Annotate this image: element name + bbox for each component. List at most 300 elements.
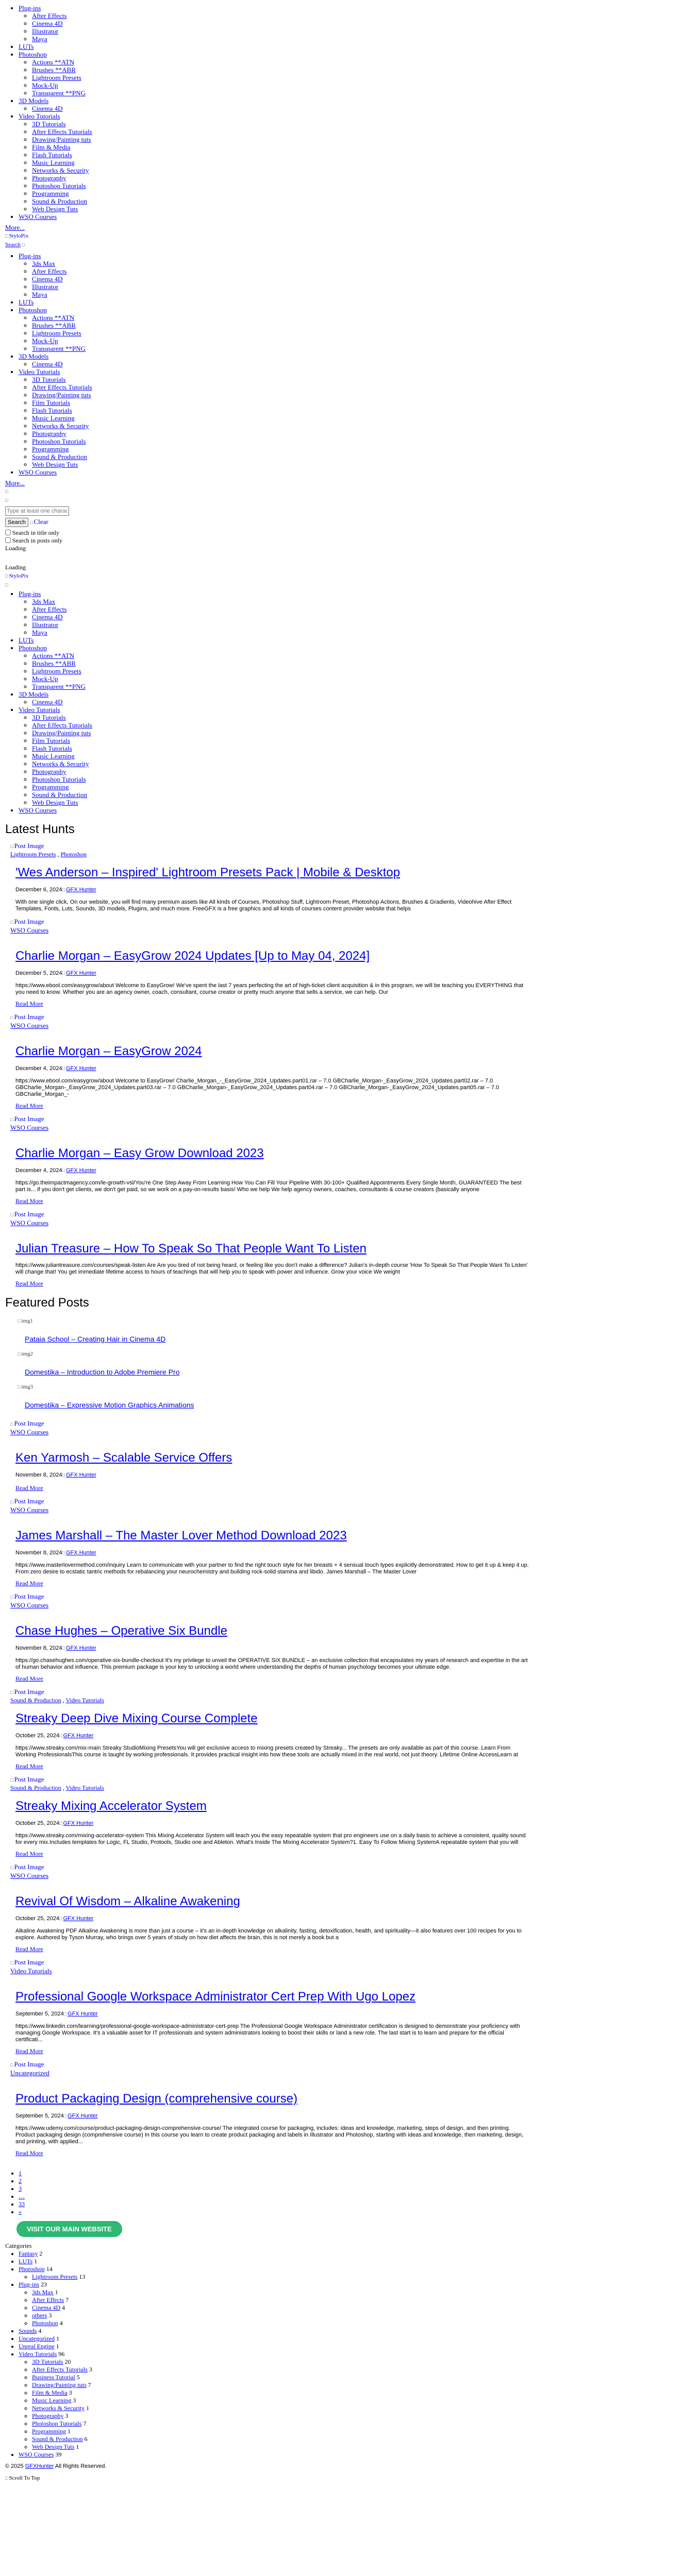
post-title-link[interactable]: Chase Hughes – Operative Six Bundle bbox=[15, 1624, 227, 1638]
submenu-link-brushes-abr[interactable]: Brushes **ABR bbox=[32, 659, 76, 667]
post-meta bbox=[15, 1732, 686, 1740]
subcategory-link[interactable]: After Effects Tutorials bbox=[32, 2366, 88, 2373]
menu-link-photoshop[interactable]: Photoshop bbox=[19, 306, 47, 314]
post-date: December 4, 2024 bbox=[15, 1167, 62, 1174]
post-image[interactable]: □ Post Image bbox=[10, 842, 44, 851]
submenu-item-drawing-painting-tuts bbox=[32, 729, 691, 737]
submenu-link-mock-up[interactable]: Mock-Up bbox=[32, 81, 58, 89]
submenu-link-after-effects[interactable]: After Effects bbox=[32, 267, 67, 275]
submenu-link-programming[interactable]: Programming bbox=[32, 445, 69, 453]
submenu-link-lightroom-presets[interactable]: Lightroom Presets bbox=[32, 329, 81, 337]
submenu-link-after-effects-tutorials[interactable]: After Effects Tutorials bbox=[32, 721, 92, 729]
subcategory-link[interactable]: Photoshop bbox=[32, 2319, 58, 2327]
submenu-link-photography[interactable]: Photography bbox=[32, 430, 67, 437]
post-card bbox=[10, 1958, 686, 2055]
post-image[interactable]: □ Post Image bbox=[10, 1592, 44, 1601]
subcategory-count: 3 bbox=[65, 2412, 69, 2419]
menu-link-photoshop[interactable]: Photoshop bbox=[19, 50, 47, 58]
post-image[interactable]: □ Post Image bbox=[10, 1210, 44, 1219]
category-link[interactable]: Plug-ins bbox=[19, 2281, 40, 2288]
submenu-link-mock-up[interactable]: Mock-Up bbox=[32, 675, 58, 683]
post-author-link[interactable]: GFX Hunter bbox=[65, 1645, 96, 1651]
subcategory-count: 5 bbox=[76, 2374, 80, 2381]
read-more-link[interactable]: Read More bbox=[15, 2149, 43, 2157]
submenu-link-networks-security[interactable]: Networks & Security bbox=[32, 422, 89, 430]
logo-image-2[interactable]: □ StyloPix bbox=[5, 572, 28, 580]
subcategory-link[interactable]: Sound & Production bbox=[32, 2435, 83, 2443]
submenu-link-sound-production[interactable]: Sound & Production bbox=[32, 197, 87, 205]
post-category-link[interactable]: WSO Courses bbox=[10, 926, 49, 934]
featured-title-link[interactable]: Pataia School – Creating Hair in Cinema 4D bbox=[25, 1335, 166, 1343]
submenu-link-web-design-tuts[interactable]: Web Design Tuts bbox=[32, 799, 78, 806]
menu-link-3d-models[interactable]: 3D Models bbox=[19, 352, 49, 360]
submenu-link-cinema-4d[interactable]: Cinema 4D bbox=[32, 105, 63, 112]
featured-image[interactable]: □ img2 bbox=[18, 1350, 691, 1358]
category-count: 1 bbox=[34, 2258, 38, 2265]
visit-main-website-button[interactable]: VISIT OUR MAIN WEBSITE bbox=[16, 2221, 122, 2237]
subcategory-item bbox=[32, 2366, 691, 2374]
submenu-link-flash-tutorials[interactable]: Flash Tutorials bbox=[32, 744, 72, 752]
submenu-link-3ds-max[interactable]: 3ds Max bbox=[32, 598, 56, 605]
submenu-item-networks-security bbox=[32, 422, 691, 430]
post-title bbox=[15, 1529, 686, 1543]
category-link[interactable]: Video Tutorials bbox=[65, 1697, 104, 1704]
menu-link-luts[interactable]: LUTs bbox=[19, 636, 34, 644]
subcategory-link[interactable]: Networks & Security bbox=[32, 2404, 85, 2412]
submenu-link-actions-atn[interactable]: Actions **ATN bbox=[32, 58, 74, 66]
post-category-link[interactable]: WSO Courses bbox=[10, 1601, 49, 1609]
submenu-link-lightroom-presets[interactable]: Lightroom Presets bbox=[32, 74, 81, 81]
submenu-item-programming bbox=[32, 190, 691, 197]
post-date: October 25, 2024 bbox=[15, 1733, 60, 1739]
submenu bbox=[19, 698, 691, 706]
latest-hunts-heading: Latest Hunts bbox=[5, 822, 75, 836]
menu-link-3d-models[interactable]: 3D Models bbox=[19, 97, 49, 105]
submenu-link-transparent-png[interactable]: Transparent **PNG bbox=[32, 683, 86, 690]
post-category-link[interactable]: Video Tutorials bbox=[10, 1967, 52, 1975]
page-link[interactable]: 3 bbox=[19, 2185, 22, 2192]
read-more-link[interactable]: Read More bbox=[15, 1580, 43, 1587]
post-title-link[interactable]: Charlie Morgan – Easy Grow Download 2023 bbox=[15, 1146, 264, 1160]
post-title bbox=[15, 1044, 686, 1059]
submenu-link-maya[interactable]: Maya bbox=[32, 629, 47, 636]
page-link[interactable]: 2 bbox=[19, 2177, 22, 2184]
featured-post bbox=[10, 1383, 691, 1409]
submenu-item-maya bbox=[32, 291, 691, 298]
category-link[interactable]: Video Tutorials bbox=[19, 2350, 57, 2358]
subcategory-item bbox=[32, 2420, 691, 2428]
submenu-link-sound-production[interactable]: Sound & Production bbox=[32, 453, 87, 461]
menu-link-plug-ins[interactable]: Plug-ins bbox=[19, 4, 41, 12]
menu-link-photoshop[interactable]: Photoshop bbox=[19, 644, 47, 652]
submenu-link-programming[interactable]: Programming bbox=[32, 783, 69, 791]
post-image[interactable]: □ Post Image bbox=[10, 1419, 44, 1428]
menu-item-wso-courses bbox=[19, 806, 691, 814]
submenu-link-drawing-painting-tuts[interactable]: Drawing/Painting tuts bbox=[32, 391, 91, 399]
submenu bbox=[19, 105, 691, 112]
scroll-to-top[interactable]: □Scroll To Top bbox=[5, 2475, 691, 2482]
post-excerpt: With one single click, On our website, you will find many premium assets like All kinds of Courses, Photoshop Stuff, Lightroom Preset, Photoshop Actions, Brushes & Gradients, Videohive After Effect Templates, Fonts, Luts, Sounds, 3D models, Plugins, and much more. FreeGFX is a free graphics and all kinds of courses content provider website that helps bbox=[15, 899, 512, 912]
submenu-link-networks-security[interactable]: Networks & Security bbox=[32, 760, 89, 768]
submenu-link-drawing-painting-tuts[interactable]: Drawing/Painting tuts bbox=[32, 729, 91, 737]
post-title-link[interactable]: Product Packaging Design (comprehensive course) bbox=[15, 2092, 297, 2106]
post-title-link[interactable]: 'Wes Anderson – Inspired' Lightroom Presets Pack | Mobile & Desktop bbox=[15, 866, 400, 879]
submenu-item-illustrator bbox=[32, 27, 691, 35]
menu-link-luts[interactable]: LUTs bbox=[19, 43, 34, 50]
post-title bbox=[15, 1624, 686, 1638]
more-link[interactable]: More... bbox=[5, 224, 25, 231]
page-link[interactable]: » bbox=[19, 2208, 22, 2215]
mobile-menu bbox=[5, 590, 691, 814]
menu-link-wso-courses[interactable]: WSO Courses bbox=[19, 806, 57, 814]
post-category-link[interactable]: WSO Courses bbox=[10, 1022, 49, 1029]
submenu-link-actions-atn[interactable]: Actions **ATN bbox=[32, 652, 74, 659]
submenu-link-after-effects-tutorials[interactable]: After Effects Tutorials bbox=[32, 128, 92, 135]
menu-item-video-tutorials bbox=[19, 368, 691, 468]
submenu-item-illustrator bbox=[32, 283, 691, 291]
more-link-2[interactable]: More... bbox=[5, 479, 25, 487]
submenu-link-illustrator[interactable]: Illustrator bbox=[32, 283, 59, 291]
submenu-link-3d-tutorials[interactable]: 3D Tutorials bbox=[32, 376, 66, 383]
post-excerpt: https://www.streaky.com/mixing-accelerator-system This Mixing Accelerator System will teach you the easy repeatable system that pro engineers use on a daily basis to achieve a consistent, quality sound for every mix.Includes templates for Logic, FL Studio, Protools, Studio one and Ableton. What's Inside The Mixing Accelerator System?1. Easy To Follow Mixing SystemA repeatable system that you will bbox=[15, 1833, 526, 1845]
subcategory-link[interactable]: Business Tutorial bbox=[32, 2374, 75, 2381]
menu-item-3d-models bbox=[19, 690, 691, 706]
post-date: October 25, 2024 bbox=[15, 1916, 60, 1922]
submenu-item-transparent-png bbox=[32, 683, 691, 690]
submenu-link-networks-security[interactable]: Networks & Security bbox=[32, 166, 89, 174]
post-category-link[interactable]: WSO Courses bbox=[10, 1872, 49, 1879]
category-link[interactable]: Video Tutorials bbox=[65, 1784, 104, 1791]
post-title-link[interactable]: Streaky Deep Dive Mixing Course Complete bbox=[15, 1711, 258, 1725]
submenu-link-after-effects[interactable]: After Effects bbox=[32, 12, 67, 20]
post-author-link[interactable]: GFX Hunter bbox=[65, 887, 96, 893]
category-link[interactable]: LUTs bbox=[19, 2258, 33, 2265]
submenu-link-after-effects[interactable]: After Effects bbox=[32, 605, 67, 613]
submenu-link-web-design-tuts[interactable]: Web Design Tuts bbox=[32, 205, 78, 213]
search-icon-2[interactable] bbox=[5, 497, 9, 504]
post-category-link[interactable]: WSO Courses bbox=[10, 1428, 49, 1436]
submenu-item-web-design-tuts bbox=[32, 799, 691, 806]
post-title-link[interactable]: Revival Of Wisdom – Alkaline Awakening bbox=[15, 1894, 240, 1908]
page-link[interactable]: 1 bbox=[19, 2170, 22, 2177]
post-author-link[interactable]: GFX Hunter bbox=[63, 1820, 94, 1826]
submenu-link-3ds-max[interactable]: 3ds Max bbox=[32, 260, 56, 267]
submenu-link-cinema-4d[interactable]: Cinema 4D bbox=[32, 698, 63, 706]
submenu-link-film-media[interactable]: Film & Media bbox=[32, 143, 71, 151]
post-author-link[interactable]: GFX Hunter bbox=[65, 970, 96, 976]
submenu-item-maya bbox=[32, 629, 691, 636]
featured-title-link[interactable]: Domestika – Introduction to Adobe Premiere Pro bbox=[25, 1368, 180, 1376]
clear-icon[interactable]: □ Clear bbox=[30, 518, 48, 527]
post-date: December 6, 2024 bbox=[15, 887, 62, 893]
post-title-link[interactable]: Professional Google Workspace Administrator Cert Prep With Ugo Lopez bbox=[15, 1990, 416, 2004]
post-meta bbox=[15, 2112, 686, 2120]
post-author-link[interactable]: GFX Hunter bbox=[68, 2113, 98, 2119]
submenu-link-film-tutorials[interactable]: Film Tutorials bbox=[32, 399, 71, 406]
submenu-link-flash-tutorials[interactable]: Flash Tutorials bbox=[32, 406, 72, 414]
post-meta bbox=[15, 1915, 686, 1923]
category-link[interactable]: WSO Courses bbox=[19, 2451, 54, 2458]
category-count: 4 bbox=[38, 2327, 42, 2334]
submenu-link-programming[interactable]: Programming bbox=[32, 190, 69, 197]
post-author-link[interactable]: GFX Hunter bbox=[65, 1550, 96, 1556]
menu-link-plug-ins[interactable]: Plug-ins bbox=[19, 590, 41, 598]
search-input[interactable] bbox=[5, 506, 69, 516]
subcategory-link[interactable]: 3D Tutorials bbox=[32, 2358, 63, 2365]
search-icon[interactable] bbox=[22, 241, 26, 249]
submenu-link-photography[interactable]: Photography bbox=[32, 768, 67, 775]
submenu-link-drawing-painting-tuts[interactable]: Drawing/Painting tuts bbox=[32, 135, 91, 143]
page-link[interactable]: … bbox=[19, 2193, 25, 2200]
submenu-item-actions-atn bbox=[32, 58, 691, 66]
subcategory-list bbox=[19, 2358, 691, 2451]
post-category-link[interactable]: WSO Courses bbox=[10, 1506, 49, 1514]
submenu-item-cinema-4d bbox=[32, 613, 691, 621]
submenu-item-after-effects bbox=[32, 267, 691, 275]
submenu-link-photoshop-tutorials[interactable]: Photoshop Tutorials bbox=[32, 437, 86, 445]
submenu bbox=[19, 376, 691, 468]
subcategory-link[interactable]: Music Learning bbox=[32, 2397, 72, 2404]
category-count: 14 bbox=[46, 2265, 53, 2273]
submenu-link-music-learning[interactable]: Music Learning bbox=[32, 752, 75, 760]
featured-image[interactable]: □ img3 bbox=[18, 1383, 691, 1391]
menu-link-video-tutorials[interactable]: Video Tutorials bbox=[19, 112, 60, 120]
subcategory-link[interactable]: Lightroom Presets bbox=[32, 2273, 78, 2280]
post-author-link[interactable]: GFX Hunter bbox=[65, 1065, 96, 1072]
submenu-link-maya[interactable]: Maya bbox=[32, 35, 47, 43]
featured-image[interactable]: □ img1 bbox=[18, 1317, 691, 1325]
submenu-item-actions-atn bbox=[32, 314, 691, 321]
category-link[interactable]: Sounds bbox=[19, 2327, 37, 2334]
category-link[interactable]: Uncategorized bbox=[19, 2335, 55, 2342]
menu-item-video-tutorials bbox=[19, 706, 691, 806]
post-author-link[interactable]: GFX Hunter bbox=[65, 1472, 96, 1478]
submenu-link-music-learning[interactable]: Music Learning bbox=[32, 159, 75, 166]
category-count: 96 bbox=[58, 2350, 65, 2358]
menu-item-3d-models bbox=[19, 352, 691, 368]
submenu-link-flash-tutorials[interactable]: Flash Tutorials bbox=[32, 151, 72, 159]
page-item bbox=[19, 2170, 691, 2177]
read-more-link[interactable]: Read More bbox=[15, 1762, 43, 1770]
post-excerpt: Alkaline Awakening PDF Alkaline Awakening is more than just a course – it's an in-depth knowledge on alkalinity, fasting, detoxification, health, and spirituality—it also features over 100 recipes for you to explore. Authored by Tyson Murray, who brings over 5 years of study on how diet affects the brain, this is not merely a book but a bbox=[15, 1928, 522, 1941]
submenu-link-3d-tutorials[interactable]: 3D Tutorials bbox=[32, 120, 66, 128]
subcategory-item bbox=[32, 2404, 691, 2412]
submenu-link-cinema-4d[interactable]: Cinema 4D bbox=[32, 360, 63, 368]
search-buttons bbox=[5, 518, 691, 527]
subcategory-count: 1 bbox=[68, 2428, 71, 2435]
post-image[interactable]: □ Post Image bbox=[10, 1115, 44, 1124]
post-author-link[interactable]: GFX Hunter bbox=[63, 1916, 94, 1922]
submenu-link-cinema-4d[interactable]: Cinema 4D bbox=[32, 20, 63, 27]
category-item bbox=[19, 2265, 691, 2281]
title-only-checkbox[interactable] bbox=[5, 530, 11, 535]
submenu-link-cinema-4d[interactable]: Cinema 4D bbox=[32, 275, 63, 283]
subcategory-count: 4 bbox=[59, 2319, 63, 2327]
subcategory-count: 13 bbox=[79, 2273, 86, 2280]
submenu-item-cinema-4d bbox=[32, 275, 691, 283]
post-card bbox=[10, 1210, 686, 1287]
submenu-link-mock-up[interactable]: Mock-Up bbox=[32, 337, 58, 345]
submenu-link-transparent-png[interactable]: Transparent **PNG bbox=[32, 89, 86, 97]
post-author-link[interactable]: GFX Hunter bbox=[65, 1167, 96, 1174]
menu-item-luts bbox=[19, 43, 691, 50]
submenu-item-sound-production bbox=[32, 453, 691, 461]
menu-link-wso-courses[interactable]: WSO Courses bbox=[19, 213, 57, 221]
menu-link-video-tutorials[interactable]: Video Tutorials bbox=[19, 706, 60, 714]
post-title-link[interactable]: Streaky Mixing Accelerator System bbox=[15, 1799, 207, 1813]
subcategory-link[interactable]: After Effects bbox=[32, 2296, 64, 2303]
subcategory-link[interactable]: Photoshop Tutorials bbox=[32, 2420, 82, 2427]
post-author-link[interactable]: GFX Hunter bbox=[68, 2011, 98, 2017]
post-date: November 8, 2024 bbox=[15, 1645, 62, 1651]
post-meta bbox=[15, 2010, 686, 2018]
category-link[interactable]: Fantasy bbox=[19, 2250, 38, 2257]
read-more-link[interactable]: Read More bbox=[15, 1197, 43, 1205]
menu-link-luts[interactable]: LUTs bbox=[19, 298, 34, 306]
submenu-item-photoshop-tutorials bbox=[32, 182, 691, 190]
post-excerpt: https://www.ebool.com/easygrow/about Welcome to EasyGrow! Charlie_Morgan_-_EasyGrow_2024_Updates.part01.rar – 7.0 GBCharlie_Morgan-_EasyGrow_2024_Updates.part02.rar – 7.0 GBCharlie_Morgan-_EasyGrow_2024_Updates.part03.rar – 7.0 GBCharlie_Morgan-_EasyGrow_2024_Updates.part04.rar – 7.0 GBCharlie_Morgan-_EasyGrow_2024_Updates.part05.rar – 7.0 GBCharlie_Morgan_- bbox=[15, 1078, 499, 1097]
post-image[interactable]: □ Post Image bbox=[10, 1013, 44, 1022]
post-category-link[interactable]: WSO Courses bbox=[10, 1124, 49, 1131]
category-link[interactable]: Unreal Engine bbox=[19, 2343, 55, 2350]
submenu-link-film-tutorials[interactable]: Film Tutorials bbox=[32, 737, 71, 744]
footer-site-link[interactable]: GFXHunter bbox=[25, 2463, 54, 2469]
submenu-link-cinema-4d[interactable]: Cinema 4D bbox=[32, 613, 63, 621]
post-image[interactable]: □ Post Image bbox=[10, 1775, 44, 1784]
option-title-only[interactable]: Search in title only bbox=[5, 529, 691, 537]
submenu-link-photoshop-tutorials[interactable]: Photoshop Tutorials bbox=[32, 775, 86, 783]
submenu-link-sound-production[interactable]: Sound & Production bbox=[32, 791, 87, 799]
submenu-link-illustrator[interactable]: Illustrator bbox=[32, 621, 59, 629]
submenu-link-brushes-abr[interactable]: Brushes **ABR bbox=[32, 66, 76, 74]
menu-link-plug-ins[interactable]: Plug-ins bbox=[19, 252, 41, 260]
submenu-link-photoshop-tutorials[interactable]: Photoshop Tutorials bbox=[32, 182, 86, 190]
post-title-link[interactable]: Charlie Morgan – EasyGrow 2024 Updates [Up to May 04, 2024] bbox=[15, 949, 370, 963]
category-link[interactable]: Sound & Production bbox=[10, 1784, 61, 1791]
search-button[interactable]: Search bbox=[5, 518, 28, 527]
post-title bbox=[15, 1894, 686, 1909]
featured-posts bbox=[10, 1317, 691, 1409]
submenu-link-actions-atn[interactable]: Actions **ATN bbox=[32, 314, 74, 321]
post-title bbox=[15, 1451, 686, 1465]
read-more-link[interactable]: Read More bbox=[15, 1675, 43, 1682]
posts-only-checkbox[interactable] bbox=[5, 537, 11, 543]
category-link[interactable]: Lightroom Presets bbox=[10, 851, 56, 858]
submenu-link-3d-tutorials[interactable]: 3D Tutorials bbox=[32, 714, 66, 721]
post-card bbox=[10, 1688, 686, 1770]
post-category-link[interactable]: WSO Courses bbox=[10, 1219, 49, 1227]
read-more-link[interactable]: Read More bbox=[15, 1945, 43, 1953]
categories-list bbox=[5, 2250, 691, 2459]
submenu-item-maya bbox=[32, 35, 691, 43]
featured-title-link[interactable]: Domestika – Expressive Motion Graphics Animations bbox=[25, 1401, 194, 1409]
read-more-link[interactable]: Read More bbox=[15, 1850, 43, 1857]
subcategory-item bbox=[32, 2304, 691, 2312]
submenu bbox=[19, 58, 691, 97]
submenu-item-drawing-painting-tuts bbox=[32, 391, 691, 399]
submenu-link-brushes-abr[interactable]: Brushes **ABR bbox=[32, 321, 76, 329]
menu-item-3d-models bbox=[19, 97, 691, 112]
post-category-link[interactable]: Uncategorized bbox=[10, 2069, 49, 2077]
category-item bbox=[19, 2451, 691, 2459]
submenu-item-web-design-tuts bbox=[32, 205, 691, 213]
post-author-link[interactable]: GFX Hunter bbox=[63, 1733, 94, 1739]
subcategory-link[interactable]: Cinema 4D bbox=[32, 2304, 60, 2311]
category-item bbox=[19, 2258, 691, 2265]
post-excerpt: https://www.juliantreasure.com/courses/speak-listen Are Are you tired of not being heard, or feeling like you don't make a difference? Julian's in-depth course 'How To Speak So That People Want To Listen' will change that! You get immediate lifetime access to hours of teachings that will help you to speak with power and influence. Grow your voice We weight bbox=[15, 1262, 528, 1275]
menu-item-photoshop bbox=[19, 306, 691, 352]
read-more-link[interactable]: Read More bbox=[15, 1280, 43, 1287]
post-image[interactable]: □ Post Image bbox=[10, 1958, 44, 1967]
subcategory-link[interactable]: 3ds Max bbox=[32, 2289, 54, 2296]
category-link[interactable]: Sound & Production bbox=[10, 1697, 61, 1704]
submenu-link-lightroom-presets[interactable]: Lightroom Presets bbox=[32, 667, 81, 675]
post-image[interactable]: □ Post Image bbox=[10, 1497, 44, 1506]
submenu-link-photography[interactable]: Photography bbox=[32, 174, 67, 182]
footer: © 2025 GFXHunter All Rights Reserved. bbox=[5, 2463, 107, 2469]
menu-item-plug-ins bbox=[19, 252, 691, 298]
submenu-item-photoshop-tutorials bbox=[32, 775, 691, 783]
subcategory-link[interactable]: Film & Media bbox=[32, 2389, 68, 2396]
category-link[interactable]: Photoshop bbox=[19, 2265, 45, 2273]
post-title-link[interactable]: Charlie Morgan – EasyGrow 2024 bbox=[15, 1044, 202, 1058]
post-image[interactable]: □ Post Image bbox=[10, 2060, 44, 2069]
submenu-link-illustrator[interactable]: Illustrator bbox=[32, 27, 59, 35]
logo-image[interactable]: □ StyloPix bbox=[5, 232, 28, 240]
post-title-link[interactable]: Ken Yarmosh – Scalable Service Offers bbox=[15, 1451, 233, 1465]
subcategory-link[interactable]: Drawing/Painting tuts bbox=[32, 2381, 87, 2388]
menu-icon[interactable] bbox=[5, 581, 9, 589]
post-image[interactable]: □ Post Image bbox=[10, 1688, 44, 1697]
submenu-link-web-design-tuts[interactable]: Web Design Tuts bbox=[32, 461, 78, 468]
post-title-link[interactable]: Julian Treasure – How To Speak So That People Want To Listen bbox=[15, 1242, 367, 1256]
submenu-item-after-effects-tutorials bbox=[32, 383, 691, 391]
read-more-link[interactable]: Read More bbox=[15, 2047, 43, 2055]
post-date: September 5, 2024 bbox=[15, 2011, 64, 2017]
post-image[interactable]: □ Post Image bbox=[10, 1863, 44, 1872]
menu-link-3d-models[interactable]: 3D Models bbox=[19, 690, 49, 698]
post-title-link[interactable]: James Marshall – The Master Lover Method Download 2023 bbox=[15, 1529, 347, 1543]
submenu-link-transparent-png[interactable]: Transparent **PNG bbox=[32, 345, 86, 352]
menu-link-video-tutorials[interactable]: Video Tutorials bbox=[19, 368, 60, 376]
read-more-link[interactable]: Read More bbox=[15, 1102, 43, 1109]
submenu-item-photography bbox=[32, 430, 691, 437]
menu-link-wso-courses[interactable]: WSO Courses bbox=[19, 468, 57, 476]
category-link[interactable]: Photoshop bbox=[60, 851, 87, 858]
read-more-link[interactable]: Read More bbox=[15, 1484, 43, 1492]
submenu-link-after-effects-tutorials[interactable]: After Effects Tutorials bbox=[32, 383, 92, 391]
read-more-link[interactable]: Read More bbox=[15, 1000, 43, 1007]
submenu-link-maya[interactable]: Maya bbox=[32, 291, 47, 298]
post-image[interactable]: □ Post Image bbox=[10, 918, 44, 926]
submenu-link-music-learning[interactable]: Music Learning bbox=[32, 414, 75, 422]
post-excerpt: https://www.udemy.com/course/product-packaging-design-comprehensive-course/ The integrated course for packaging, includes: ideas and knowledge, marketing, steps of design, and then printing. Product packaging design (comprehensive course) In this course you learn to create product packaging and labels in Illustrator and Photoshop, starting with ideas and knowledge, then marketing, design, and printing, with applied... bbox=[15, 2125, 524, 2145]
subcategory-link[interactable]: others bbox=[32, 2312, 47, 2319]
search-link[interactable]: Search bbox=[5, 242, 21, 248]
post-title bbox=[15, 1799, 686, 1814]
close-icon[interactable] bbox=[5, 488, 9, 496]
option-posts-only[interactable]: Search in posts only bbox=[5, 537, 691, 545]
page-link[interactable]: 33 bbox=[19, 2200, 25, 2208]
submenu-item-after-effects-tutorials bbox=[32, 721, 691, 729]
subcategory-link[interactable]: Programming bbox=[32, 2428, 66, 2435]
logo-row-4 bbox=[5, 572, 691, 580]
subcategory-link[interactable]: Web Design Tuts bbox=[32, 2443, 75, 2450]
post-meta bbox=[15, 1549, 686, 1557]
subcategory-link[interactable]: Photography bbox=[32, 2412, 64, 2419]
author-avatar bbox=[62, 886, 66, 894]
subcategory-count: 3 bbox=[69, 2389, 72, 2396]
